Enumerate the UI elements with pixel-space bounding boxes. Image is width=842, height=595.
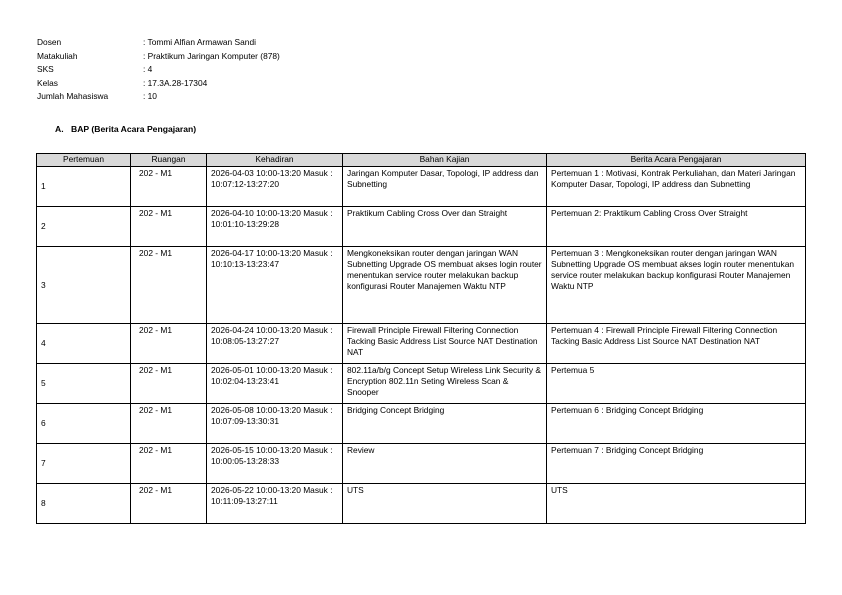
cell-ruangan: 202 - M1 <box>131 207 207 247</box>
header-bahan-kajian: Bahan Kajian <box>343 154 547 167</box>
info-label: Kelas <box>37 77 58 88</box>
cell-bahan-kajian: Firewall Principle Firewall Filtering Connection Tacking Basic Address List Source NAT Destination NAT <box>343 324 547 364</box>
header-kehadiran: Kehadiran <box>207 154 343 167</box>
cell-ruangan: 202 - M1 <box>131 364 207 404</box>
cell-berita-acara: Pertemuan 4 : Firewall Principle Firewall Filtering Connection Tacking Basic Address List Source NAT Destination NAT <box>547 324 806 364</box>
info-label: Jumlah Mahasiswa <box>37 91 109 101</box>
info-value: : Tommi Alfian Armawan Sandi <box>143 37 256 47</box>
section-title <box>55 124 196 134</box>
info-row-sks <box>37 63 280 77</box>
info-label: SKS <box>37 64 54 74</box>
info-value: : 17.3A.28-17304 <box>143 77 208 88</box>
info-value: : Praktikum Jaringan Komputer (878) <box>143 50 280 61</box>
course-info <box>37 36 280 104</box>
cell-bahan-kajian: UTS <box>343 484 547 524</box>
cell-kehadiran: 2026-05-08 10:00-13:20 Masuk : 10:07:09-13:30:31 <box>207 404 343 444</box>
cell-bahan-kajian: 802.11a/b/g Concept Setup Wireless Link Security & Encryption 802.11n Seting Wireless Scan & Snooper <box>343 364 547 404</box>
info-row-dosen <box>37 36 280 50</box>
cell-pertemuan: 4 <box>37 324 131 364</box>
table-row <box>37 324 806 364</box>
cell-bahan-kajian: Bridging Concept Bridging <box>343 404 547 444</box>
table-row <box>37 247 806 324</box>
section-letter: A. <box>55 124 64 134</box>
table-row <box>37 484 806 524</box>
cell-berita-acara: Pertemuan 6 : Bridging Concept Bridging <box>547 404 806 444</box>
cell-berita-acara: Pertemuan 3 : Mengkoneksikan router dengan jaringan WAN Subnetting Upgrade OS membuat akses login router menentukan service router melakukan backup konfigurasi Router Manajemen Waktu NTP <box>547 247 806 324</box>
table-row <box>37 364 806 404</box>
cell-kehadiran: 2026-04-24 10:00-13:20 Masuk : 10:08:05-13:27:27 <box>207 324 343 364</box>
header-ruangan: Ruangan <box>131 154 207 167</box>
info-value: : 10 <box>143 91 157 101</box>
header-berita-acara: Berita Acara Pengajaran <box>547 154 806 167</box>
info-row-kelas <box>37 77 280 91</box>
section-title-text: BAP (Berita Acara Pengajaran) <box>71 124 197 134</box>
info-label: Matakuliah <box>37 50 78 61</box>
bap-table <box>36 153 806 524</box>
cell-bahan-kajian: Jaringan Komputer Dasar, Topologi, IP address dan Subnetting <box>343 167 547 207</box>
cell-kehadiran: 2026-05-01 10:00-13:20 Masuk : 10:02:04-13:23:41 <box>207 364 343 404</box>
cell-bahan-kajian: Review <box>343 444 547 484</box>
table-row <box>37 167 806 207</box>
cell-berita-acara: Pertemuan 1 : Motivasi, Kontrak Perkuliahan, dan Materi Jaringan Komputer Dasar, Topologi, IP address dan Subnetting <box>547 167 806 207</box>
cell-ruangan: 202 - M1 <box>131 404 207 444</box>
info-value: : 4 <box>143 64 153 74</box>
cell-pertemuan: 6 <box>37 404 131 444</box>
cell-berita-acara: Pertemua 5 <box>547 364 806 404</box>
cell-pertemuan: 3 <box>37 247 131 324</box>
cell-berita-acara: UTS <box>547 484 806 524</box>
table-row <box>37 444 806 484</box>
cell-pertemuan: 8 <box>37 484 131 524</box>
cell-bahan-kajian: Praktikum Cabling Cross Over dan Straight <box>343 207 547 247</box>
info-row-jumlah-mahasiswa <box>37 90 280 104</box>
cell-pertemuan: 2 <box>37 207 131 247</box>
info-label: Dosen <box>37 37 62 47</box>
table-header-row <box>37 154 806 167</box>
cell-kehadiran: 2026-05-15 10:00-13:20 Masuk : 10:00:05-13:28:33 <box>207 444 343 484</box>
cell-ruangan: 202 - M1 <box>131 484 207 524</box>
cell-pertemuan: 7 <box>37 444 131 484</box>
table-row <box>37 404 806 444</box>
cell-berita-acara: Pertemuan 2: Praktikum Cabling Cross Over Straight <box>547 207 806 247</box>
cell-kehadiran: 2026-04-17 10:00-13:20 Masuk : 10:10:13-13:23:47 <box>207 247 343 324</box>
header-pertemuan: Pertemuan <box>37 154 131 167</box>
cell-kehadiran: 2026-04-03 10:00-13:20 Masuk : 10:07:12-13:27:20 <box>207 167 343 207</box>
cell-ruangan: 202 - M1 <box>131 324 207 364</box>
cell-ruangan: 202 - M1 <box>131 247 207 324</box>
info-row-matakuliah <box>37 50 280 64</box>
cell-ruangan: 202 - M1 <box>131 167 207 207</box>
cell-bahan-kajian: Mengkoneksikan router dengan jaringan WAN Subnetting Upgrade OS membuat akses login router menentukan service router melakukan backup konfigurasi Router Manajemen Waktu NTP <box>343 247 547 324</box>
cell-kehadiran: 2026-04-10 10:00-13:20 Masuk : 10:01:10-13:29:28 <box>207 207 343 247</box>
cell-kehadiran: 2026-05-22 10:00-13:20 Masuk : 10:11:09-13:27:11 <box>207 484 343 524</box>
table-row <box>37 207 806 247</box>
cell-pertemuan: 1 <box>37 167 131 207</box>
cell-berita-acara: Pertemuan 7 : Bridging Concept Bridging <box>547 444 806 484</box>
cell-pertemuan: 5 <box>37 364 131 404</box>
cell-ruangan: 202 - M1 <box>131 444 207 484</box>
